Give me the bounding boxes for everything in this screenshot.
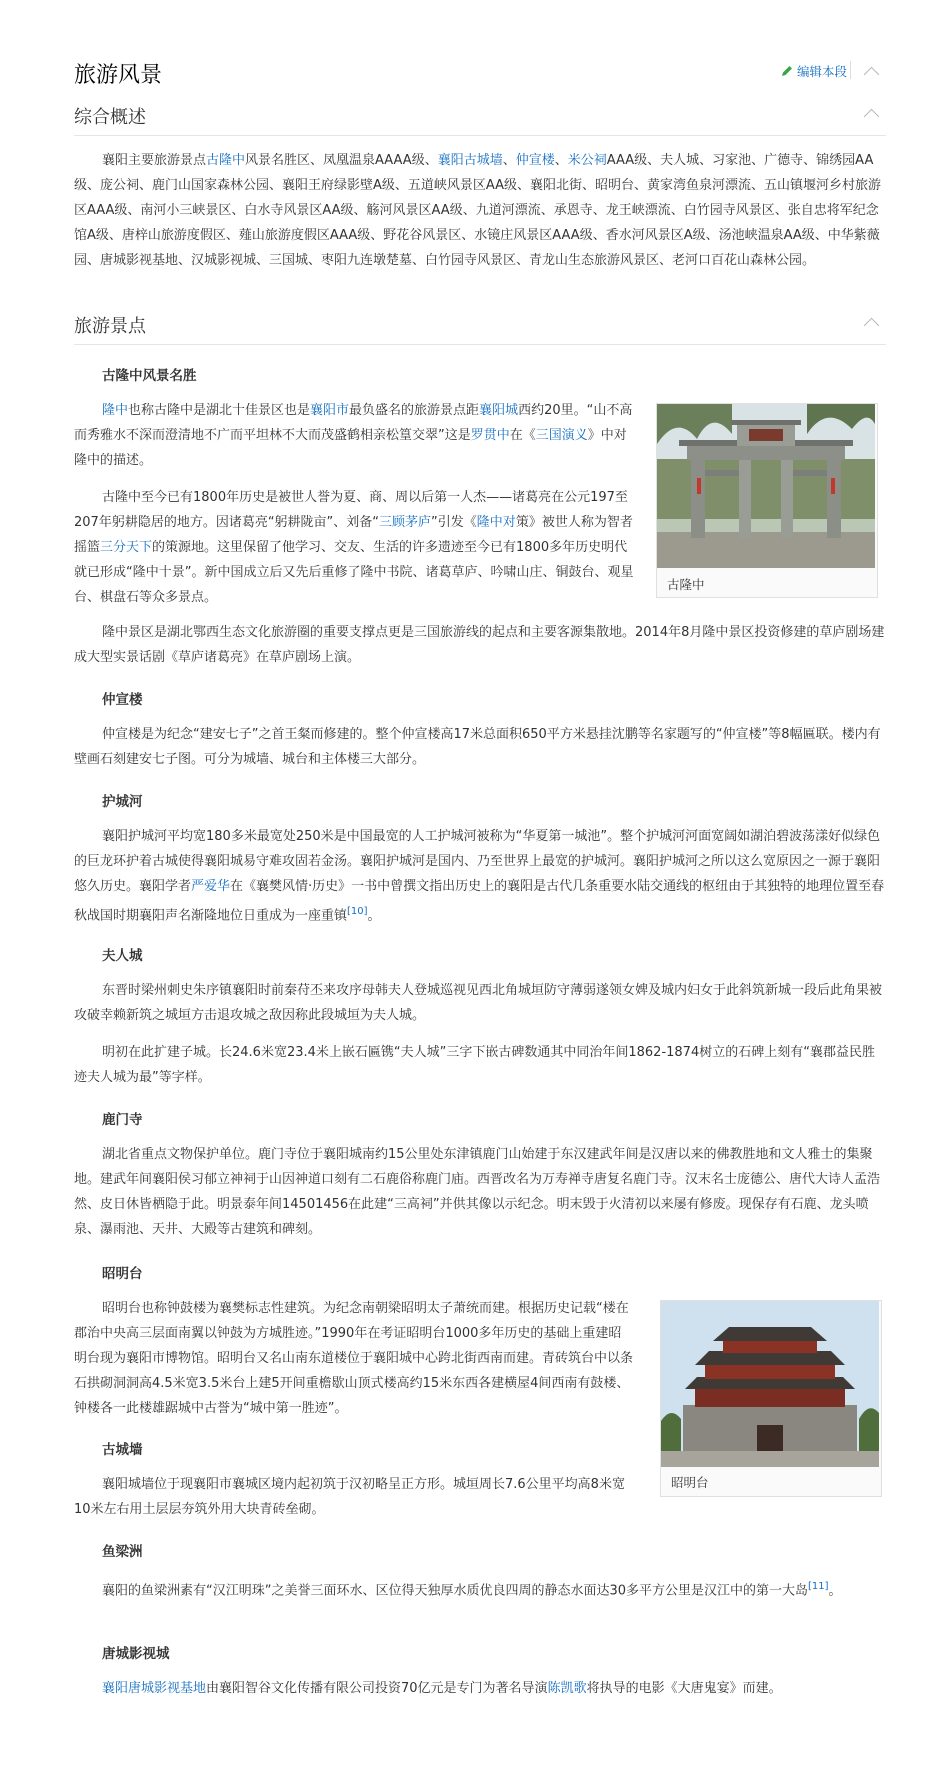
subheading-longzhong: 古隆中风景名胜 xyxy=(102,368,197,384)
link-zhongxuan[interactable]: 仲宣楼 xyxy=(515,153,555,168)
link-sangumaolu[interactable]: 三顾茅庐 xyxy=(379,515,432,530)
subheading-tangcheng: 唐城影视城 xyxy=(102,1646,170,1662)
moat-paragraph: 襄阳护城河平均宽180多米最宽处250米是中国最宽的人工护城河被称为“华夏第一城池”。整个护城河河面宽阔如湖泊碧波荡漾好似绿色的巨龙环护着古城使得襄阳城易守难攻固若金汤。襄阳护城河是国内、乃至世界上最宽的护城河。襄阳护城河之所以这么宽原因之一源于襄阳悠久历史。襄阳学者严爱华在《襄樊风情·历史》一书中曾撰文指出历史上的襄阳是古代几条重要水陆交通线的枢纽由于其独特的地理位置至春秋战国时期襄阳声名渐隆地位日重成为一座重镇[10]。 xyxy=(74,829,885,924)
zhaoming-paragraph: 昭明台也称钟鼓楼为襄樊标志性建筑。为纪念南朝梁昭明太子萧统而建。根据历史记载“楼在郡治中央高三层面南翼以钟鼓为方城胜迹。”1990年在考证昭明台1000多年历史的基础上重建昭明台现为襄阳市博物馆。昭明台又名山南东道楼位于襄阳城中心跨北街西南而建。青砖筑台中以条石拱砌洞洞高4.5米宽3.5米台上建5开间重檐歇山顶式楼高约15米东西各建横屋4间西南有鼓楼、钟楼各一此楼雄踞城中古誉为“城中第一胜迹”。 xyxy=(74,1301,634,1416)
subheading-zhongxuan: 仲宣楼 xyxy=(102,692,143,708)
chevron-up-icon[interactable] xyxy=(864,318,880,334)
link-sanfentianxia[interactable]: 三分天下 xyxy=(100,540,153,555)
subheading-wall: 古城墙 xyxy=(102,1442,143,1458)
section-heading-spots: 旅游景点 xyxy=(74,316,146,337)
zhaoming-tower-image[interactable] xyxy=(661,1301,879,1467)
link-chen-kaige[interactable]: 陈凯歌 xyxy=(547,1681,587,1696)
divider xyxy=(850,61,851,79)
figure-longzhong xyxy=(656,403,878,598)
link-longzhongdui[interactable]: 隆中对 xyxy=(476,515,516,530)
link-gulongzhong[interactable]: 古隆中 xyxy=(206,153,246,168)
subheading-lumen: 鹿门寺 xyxy=(102,1112,143,1128)
link-longzhong[interactable]: 隆中 xyxy=(102,403,129,418)
edit-section-button[interactable] xyxy=(780,62,847,80)
link-tangcheng-base[interactable]: 襄阳唐城影视基地 xyxy=(102,1681,207,1696)
link-migongci[interactable]: 米公祠 xyxy=(567,153,607,168)
chevron-up-icon[interactable] xyxy=(864,109,880,125)
section-heading-overview: 综合概述 xyxy=(74,107,146,128)
pencil-icon xyxy=(780,64,794,78)
longzhong-paragraph-2: 古隆中至今已有1800年历史是被世人誉为夏、商、周以后第一人杰——诸葛亮在公元197至207年躬耕隐居的地方。因诸葛亮“躬耕陇亩”、刘备“三顾茅庐”引发《隆中对策》被世人称为智者摇篮三分天下的策源地。这里保留了他学习、交友、生活的许多遗迹至今已有1800多年历史明代就已形成“隆中十景”。新中国成立后又先后重修了隆中书院、诸葛草庐、吟啸山庄、铜鼓台、观星台、棋盘石等众多景点。 xyxy=(74,490,634,605)
yuliang-paragraph: 襄阳的鱼梁洲素有“汉江明珠”之美誉三面环水、区位得天独厚水质优良四周的静态水面达30多平方公里是汉江中的第一大岛[11]。 xyxy=(102,1581,842,1599)
subheading-moat: 护城河 xyxy=(102,794,143,810)
divider xyxy=(74,135,886,136)
chevron-up-icon[interactable] xyxy=(864,67,880,83)
reference-11[interactable]: [11] xyxy=(808,1581,829,1592)
subheading-furen: 夫人城 xyxy=(102,948,143,964)
furen-paragraph-1: 东晋时梁州刺史朱序镇襄阳时前秦苻丕来攻序母韩夫人登城巡视见西北角城垣防守薄弱遂领女婢及城内妇女于此斜筑新城一段后此角果被攻破幸赖新筑之城垣方击退攻城之敌因称此段城垣为夫人城。 xyxy=(74,983,883,1023)
link-xiangyang-cheng[interactable]: 襄阳城 xyxy=(479,403,519,418)
subheading-zhaoming: 昭明台 xyxy=(102,1266,143,1282)
edit-label: 编辑本段 xyxy=(797,64,848,79)
tangcheng-paragraph: 襄阳唐城影视基地由襄阳智谷文化传播有限公司投资70亿元是专门为著名导演陈凯歌将执导的电影《大唐鬼宴》而建。 xyxy=(102,1681,782,1696)
link-xiangyang-city[interactable]: 襄阳市 xyxy=(310,403,350,418)
subheading-yuliang: 鱼梁洲 xyxy=(102,1544,143,1560)
furen-paragraph-2: 明初在此扩建子城。长24.6米宽23.4米上嵌石匾镌“夫人城”三字下嵌古碑数通其中同治年间1862-1874树立的石碑上刻有“襄郡益民胜迹夫人城为最”等字样。 xyxy=(74,1045,875,1085)
figure-caption: 古隆中 xyxy=(667,577,705,592)
wall-paragraph: 襄阳城墙位于现襄阳市襄城区境内起初筑于汉初略呈正方形。城垣周长7.6公里平均高8米宽10米左右用土层层夯筑外用大块青砖垒砌。 xyxy=(74,1477,625,1517)
longzhong-paragraph-1: 隆中也称古隆中是湖北十佳景区也是襄阳市最负盛名的旅游景点距襄阳城西约20里。“山不高而秀雅水不深而澄清地不广而平坦林不大而茂盛鹤相亲松篁交翠”这是罗贯中在《三国演义》中对隆中的描述。 xyxy=(74,403,633,468)
longzhong-paragraph-3: 隆中景区是湖北鄂西生态文化旅游圈的重要支撑点更是三国旅游线的起点和主要客源集散地。2014年8月隆中景区投资修建的草庐剧场建成大型实景话剧《草庐诸葛亮》在草庐剧场上演。 xyxy=(74,625,885,665)
overview-paragraph: 襄阳主要旅游景点古隆中风景名胜区、凤凰温泉AAAA级、襄阳古城墙、仲宣楼、米公祠AAA级、夫人城、习家池、广德寺、锦绣园AA级、庞公祠、鹿门山国家森林公园、襄阳王府绿影壁A级、五道峡风景区AA级、襄阳北街、昭明台、黄家湾鱼泉河漂流、五山镇堰河乡村旅游区AAA级、南河小三峡景区、白水寺风景区AA级、觞河风景区AA级、九道河漂流、承恩寺、龙王峡漂流、白竹园寺风景区、张自忠将军纪念馆A级、唐梓山旅游度假区、薤山旅游度假区AAA级、野花谷风景区、水镜庄风景区AAA级、香水河风景区A级、汤池峡温泉AA级、中华紫薇园、唐城影视基地、汉城影视城、三国城、枣阳九连墩楚墓、白竹园寺风景区、青龙山生态旅游风景区、老河口百花山森林公园。 xyxy=(74,153,882,268)
gulongzhong-gate-image[interactable] xyxy=(657,404,875,568)
lumen-paragraph: 湖北省重点文物保护单位。鹿门寺位于襄阳城南约15公里处东津镇鹿门山始建于东汉建武年间是汉唐以来的佛教胜地和文人雅士的集聚地。建武年间襄阳侯习郁立神祠于山因神道口刻有二石鹿俗称鹿门庙。西晋改名为万寿禅寺唐复名鹿门寺。汉末名士庞德公、唐代大诗人孟浩然、皮日休皆栖隐于此。明景泰年间14501456在此建“三高祠”并供其像以示纪念。明末毁于火清初以来屡有修废。现保存有石鹿、龙头喷泉、瀑雨池、天井、大殿等古建筑和碑刻。 xyxy=(74,1147,881,1237)
page-title: 旅游风景 xyxy=(74,63,163,88)
link-luoguanzhong[interactable]: 罗贯中 xyxy=(470,428,510,443)
link-city-wall[interactable]: 襄阳古城墙 xyxy=(437,153,503,168)
reference-10[interactable]: [10] xyxy=(347,906,368,917)
link-sanguo-yanyi[interactable]: 三国演义 xyxy=(535,428,588,443)
divider xyxy=(74,344,886,345)
link-yan-aihua[interactable]: 严爱华 xyxy=(191,879,231,894)
figure-zhaoming xyxy=(660,1300,882,1497)
figure-caption: 昭明台 xyxy=(671,1475,709,1490)
zhongxuan-paragraph: 仲宣楼是为纪念“建安七子”之首王粲而修建的。整个仲宣楼高17米总面积650平方米悬挂沈鹏等名家题写的“仲宣楼”等8幅匾联。楼内有壁画石刻建安七子图。可分为城墙、城台和主体楼三大部分。 xyxy=(74,727,881,767)
